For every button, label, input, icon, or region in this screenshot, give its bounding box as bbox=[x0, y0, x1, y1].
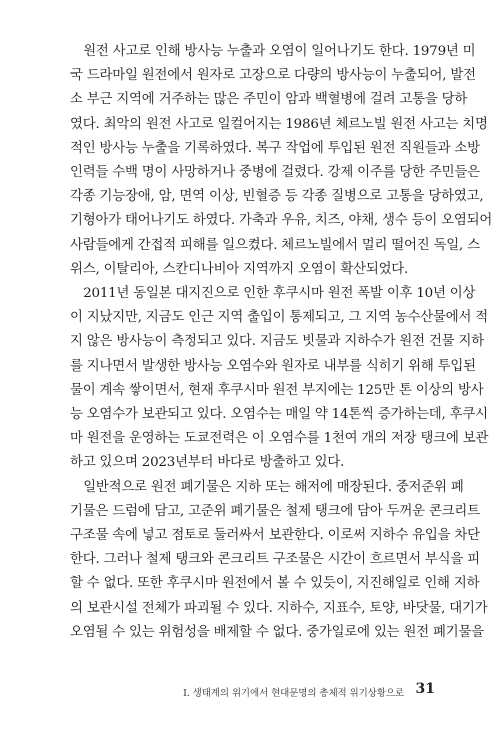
text-line: 적인 방사능 누출을 기록하였다. 복구 작업에 투입된 원전 직원들과 소방 bbox=[70, 140, 480, 156]
page-footer bbox=[0, 680, 500, 704]
text-line: 한다. 그러나 철제 탱크와 콘크리트 구조물은 시간이 흐르면서 부식을 피 bbox=[70, 552, 480, 568]
text-line: 구조물 속에 넣고 점토로 둘러싸서 보관한다. 이로써 지하수 유입을 차단 bbox=[70, 528, 480, 544]
text-line: 각종 기능장애, 암, 면역 이상, 빈혈증 등 각종 질병으로 고통을 당하였고, bbox=[70, 189, 484, 205]
text-line: 기물은 드럼에 담고, 고준위 폐기물은 철제 탱크에 담아 두꺼운 콘크리트 bbox=[70, 503, 480, 519]
text-line: 사람들에게 간접적 피해를 일으켰다. 체르노빌에서 멀리 떨어진 독일, 스 bbox=[70, 237, 480, 253]
text-line: 였다. 최악의 원전 사고로 일컬어지는 1986년 체르노빌 원전 사고는 치명 bbox=[70, 116, 488, 132]
text-line: 일반적으로 원전 폐기물은 지하 또는 해저에 매장된다. 중저준위 폐 bbox=[70, 479, 464, 495]
text-line: 하고 있으며 2023년부터 바다로 방출하고 있다. bbox=[70, 455, 345, 471]
text-line: 위스, 이탈리아, 스칸디나비아 지역까지 오염이 확산되었다. bbox=[70, 261, 409, 277]
text-line: 의 보관시설 전체가 파괴될 수 있다. 지하수, 지표수, 토양, 바닷물, 대기가 bbox=[70, 600, 488, 616]
text-line: 물이 계속 쌓이면서, 현재 후쿠시마 원전 부지에는 125만 톤 이상의 방사 bbox=[70, 382, 484, 398]
text-line: 지 않은 방사능이 측정되고 있다. 지금도 빗물과 지하수가 원전 건물 지하 bbox=[70, 334, 484, 350]
paragraph-nuclear-accidents bbox=[70, 40, 493, 282]
text-line: 할 수 없다. 또한 후쿠시마 원전에서 볼 수 있듯이, 지진해일로 인해 지하 bbox=[70, 576, 480, 592]
running-title: I. 생태계의 위기에서 현대문명의 총체적 위기상황으로 bbox=[183, 688, 404, 699]
text-line: 마 원전을 운영하는 도쿄전력은 이 오염수를 1천여 개의 저장 탱크에 보관 bbox=[70, 431, 489, 447]
paragraph-nuclear-waste bbox=[70, 476, 488, 645]
text-line: 소 부근 지역에 거주하는 많은 주민이 암과 백혈병에 걸려 고통을 당하 bbox=[70, 92, 468, 108]
text-line: 능 오염수가 보관되고 있다. 오염수는 매일 약 14톤씩 증가하는데, 후쿠시 bbox=[70, 407, 488, 423]
text-line: 오염될 수 있는 위험성을 배제할 수 없다. 중가일로에 있는 원전 폐기물을 bbox=[70, 624, 484, 640]
body-text bbox=[70, 40, 493, 645]
text-line: 2011년 동일본 대지진으로 인한 후쿠시마 원전 폭발 이후 10년 이상 bbox=[70, 286, 476, 302]
paragraph-fukushima bbox=[70, 282, 489, 476]
text-line: 원전 사고로 인해 방사능 누출과 오염이 일어나기도 한다. 1979년 미 bbox=[70, 44, 476, 59]
text-line: 를 지나면서 발생한 방사능 오염수와 원자로 내부를 식히기 위해 투입된 bbox=[70, 358, 476, 374]
page-number: 31 bbox=[415, 681, 435, 697]
text-line: 인력들 수백 명이 사망하거나 중병에 걸렸다. 강제 이주를 당한 주민들은 bbox=[70, 165, 480, 181]
text-line: 기형아가 태어나기도 하였다. 가축과 우유, 치즈, 야채, 생수 등이 오염되어 bbox=[70, 213, 493, 229]
text-line: 이 지났지만, 지금도 인근 지역 출입이 통제되고, 그 지역 농수산물에서 적 bbox=[70, 310, 489, 326]
text-line: 국 드라마일 원전에서 원자로 고장으로 다량의 방사능이 누출되어, 발전 bbox=[70, 68, 476, 84]
